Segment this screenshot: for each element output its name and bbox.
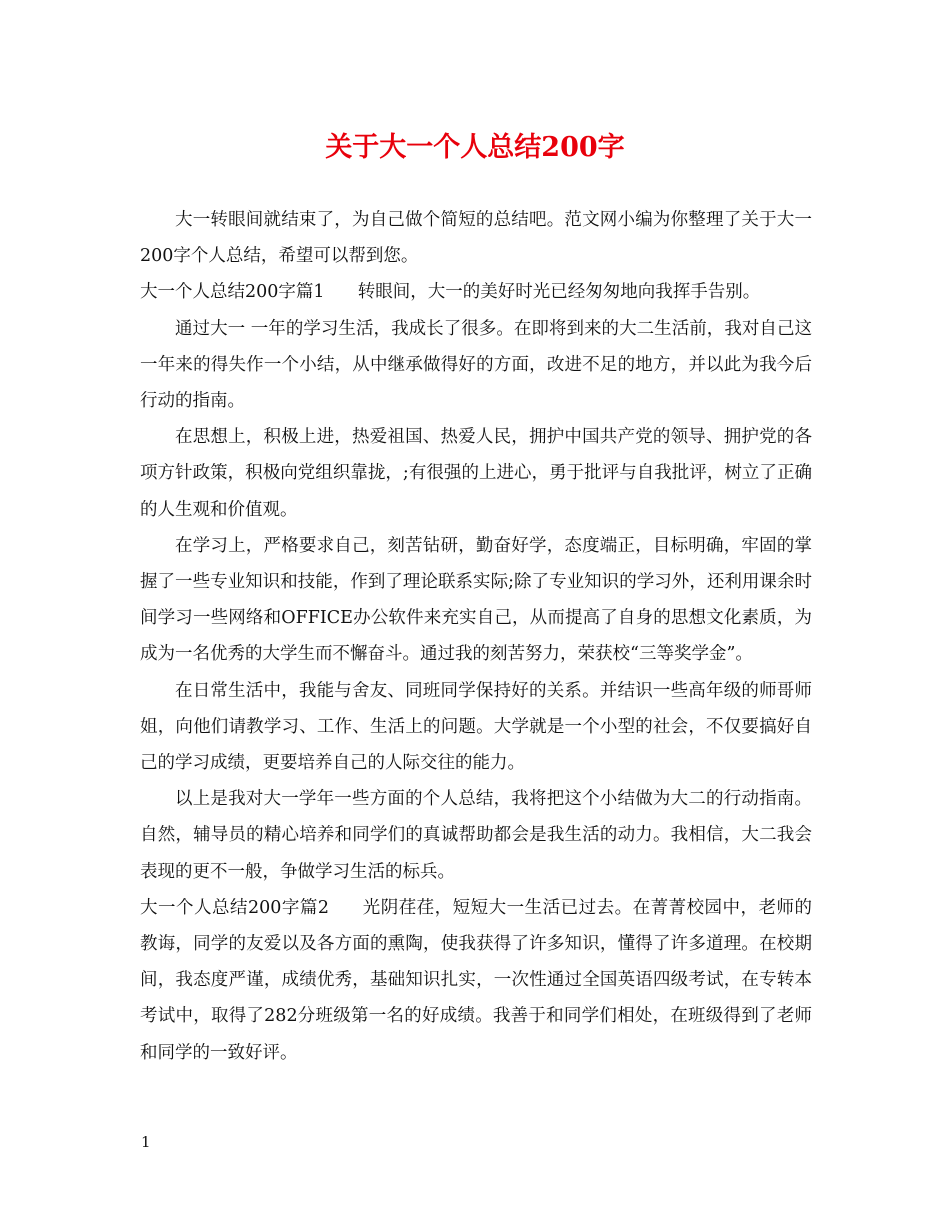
document-body xyxy=(140,202,812,1071)
body-paragraph-4: 在日常生活中，我能与舍友、同班同学保持好的关系。并结识一些高年级的师哥师姐，向他们请教学习、工作、生活上的问题。大学就是一个小型的社会，不仅要搞好自己的学习成绩，更要培养自己的人际交往的能力。 xyxy=(140,680,812,774)
section1-paragraph xyxy=(140,274,812,310)
body-paragraph-3: 在学习上，严格要求自己，刻苦钻研，勤奋好学，态度端正，目标明确，牢固的掌握了一些专业知识和技能，作到了理论联系实际;除了专业知识的学习外，还利用课余时间学习一些网络和OFFICE办公软件来充实自己，从而提高了自身的思想文化素质，为成为一名优秀的大学生而不懈奋斗。通过我的刻苦努力，荣获校“三等奖学金”。 xyxy=(140,535,812,665)
section2-lead: 光阴荏荏，短短大一生活已过去。在菁菁校园中，老师的教诲，同学的友爱以及各方面的熏陶，使我获得了许多知识，懂得了许多道理。在校期间，我态度严谨，成绩优秀，基础知识扎实，一次性通过全国英语四级考试，在专转本考试中，取得了282分班级第一名的好成绩。我善于和同学们相处，在班级得到了老师和同学的一致好评。 xyxy=(140,897,812,1063)
document-title: 关于大一个人总结200字 xyxy=(325,132,625,163)
section1-heading: 大一个人总结200字篇1 xyxy=(140,282,325,303)
page-number: 1 xyxy=(141,1133,151,1151)
intro-paragraph: 大一转眼间就结束了，为自己做个简短的总结吧。范文网小编为你整理了关于大一200字个人总结，希望可以帮到您。 xyxy=(140,210,812,267)
body-paragraph-2: 在思想上，积极上进，热爱祖国、热爱人民，拥护中国共产党的领导、拥护党的各项方针政策，积极向党组织靠拢，;有很强的上进心，勇于批评与自我批评，树立了正确的人生观和价值观。 xyxy=(140,427,812,520)
section2-paragraph xyxy=(140,890,812,1071)
section1-lead: 转眼间，大一的美好时光已经匆匆地向我挥手告别。 xyxy=(357,282,761,303)
body-paragraph-5: 以上是我对大一学年一些方面的个人总结，我将把这个小结做为大二的行动指南。自然，辅导员的精心培养和同学们的真诚帮助都会是我生活的动力。我相信，大二我会表现的更不一般，争做学习生活的标兵。 xyxy=(140,789,812,882)
section2-heading: 大一个人总结200字篇2 xyxy=(140,897,329,918)
body-paragraph-1: 通过大一 一年的学习生活，我成长了很多。在即将到来的大二生活前，我对自己这一年来的得失作一个小结，从中继承做得好的方面，改进不足的地方，并以此为我今后行动的指南。 xyxy=(140,318,812,412)
